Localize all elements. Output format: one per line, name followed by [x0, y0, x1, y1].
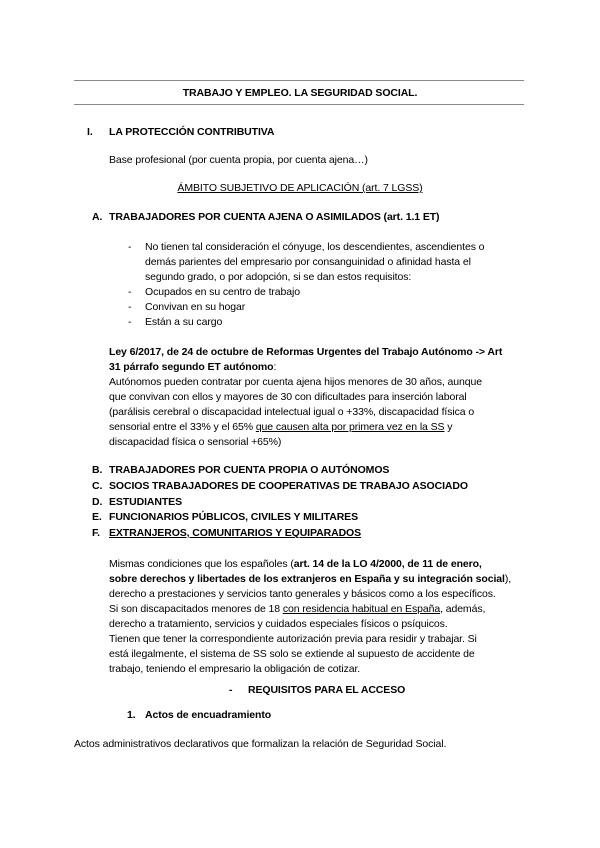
group-heading: EXTRANJEROS, COMUNITARIOS Y EQUIPARADOS	[109, 527, 362, 539]
extranjeros-text: , además,	[440, 603, 486, 615]
bullet-text: demás parientes del empresario por consanguinidad o afinidad hasta el	[145, 256, 471, 268]
ley-paragraph-line: (parálisis cerebral o discapacidad intelectual igual o +33%, discapacidad física o	[109, 406, 475, 418]
ley-paragraph-line: Autónomos pueden contratar por cuenta ajena hijos menores de 30 años, aunque	[109, 376, 483, 388]
extranjeros-line	[109, 602, 485, 617]
extranjeros-line	[109, 557, 482, 572]
extranjeros-line: derecho a tratamiento, servicios y cuidados especiales físicos o psíquicos.	[109, 618, 448, 630]
group-letter: F.	[92, 527, 100, 539]
ley-paragraph-line	[109, 420, 452, 435]
extranjeros-line: trabajo, teniendo el empresario la obligación de cotizar.	[109, 663, 361, 675]
ley-heading-line2	[109, 360, 276, 375]
final-paragraph: Actos administrativos declarativos que formalizan la relación de Seguridad Social.	[74, 738, 447, 750]
group-a-letter: A.	[92, 211, 103, 223]
group-letter: B.	[92, 464, 103, 476]
bullet-text: Convivan en su hogar	[145, 301, 246, 313]
requisitos-dash: -	[229, 684, 233, 696]
bullet-dash: -	[128, 301, 132, 313]
group-a-heading: TRABAJADORES POR CUENTA AJENA O ASIMILADOS (art. 1.1 ET)	[109, 211, 440, 223]
actos-number: 1.	[127, 709, 136, 721]
bullet-text: Están a su cargo	[145, 316, 223, 328]
requisitos-heading: REQUISITOS PARA EL ACCESO	[248, 684, 406, 696]
ley-underlined-text: que causen alta por primera vez en la SS	[255, 421, 445, 433]
base-profesional-text: Base profesional (por cuenta propia, por cuenta ajena…)	[109, 154, 368, 166]
bullet-dash: -	[128, 286, 132, 298]
extranjeros-line: derecho a prestaciones y servicios tanto generales y básicos como a los específicos.	[109, 588, 496, 600]
extranjeros-underlined-text: con residencia habitual en España	[282, 603, 441, 615]
section-number: I.	[87, 126, 93, 138]
bullet-text: No tienen tal consideración el cónyuge, los descendientes, ascendientes o	[145, 241, 485, 253]
extranjeros-line: está ilegalmente, el sistema de SS solo se extiende al supuesto de accidente de	[109, 648, 475, 660]
ley-colon: :	[273, 361, 277, 373]
ley-text: sensorial entre el 33% y el 65%	[109, 421, 256, 433]
group-heading: SOCIOS TRABAJADORES DE COOPERATIVAS DE TRABAJO ASOCIADO	[109, 480, 468, 492]
actos-heading: Actos de encuadramiento	[145, 709, 272, 721]
ley-text: y	[444, 421, 453, 433]
group-letter: C.	[92, 480, 103, 492]
bullet-dash: -	[128, 241, 132, 253]
title-rule	[74, 104, 524, 105]
bullet-text: segundo grado, o por adopción, si se dan estos requisitos:	[145, 271, 412, 283]
extranjeros-line: Tienen que tener la correspondiente autorización previa para residir y trabajar. Si	[109, 633, 477, 645]
group-heading: ESTUDIANTES	[109, 496, 182, 508]
group-heading: TRABAJADORES POR CUENTA PROPIA O AUTÓNOMOS	[109, 464, 390, 476]
ley-heading: Ley 6/2017, de 24 de octubre de Reformas Urgentes del Trabajo Autónomo -> Art	[109, 346, 503, 358]
ley-heading-text: 31 párrafo segundo ET autónomo	[109, 361, 274, 373]
ambito-heading: ÁMBITO SUBJETIVO DE APLICACIÓN (art. 7 LGSS)	[177, 182, 423, 194]
ley-paragraph-line: que convivan con ellos y mayores de 30 con dificultades para inserción laboral	[109, 391, 467, 403]
extranjeros-line	[109, 572, 511, 587]
section-heading: LA PROTECCIÓN CONTRIBUTIVA	[109, 126, 275, 138]
extranjeros-text: Si son discapacitados menores de 18	[109, 603, 283, 615]
extranjeros-text: Mismas condiciones que los españoles (	[109, 558, 294, 570]
page-title: TRABAJO Y EMPLEO. LA SEGURIDAD SOCIAL.	[182, 87, 418, 99]
group-letter: D.	[92, 496, 103, 508]
group-heading: FUNCIONARIOS PÚBLICOS, CIVILES Y MILITARES	[109, 511, 358, 523]
bullet-dash: -	[128, 316, 132, 328]
bullet-text: Ocupados en su centro de trabajo	[145, 286, 300, 298]
top-rule	[74, 80, 524, 81]
extranjeros-bold-text: sobre derechos y libertades de los extranjeros en España y su integración social	[109, 573, 505, 585]
ley-paragraph-line: discapacidad física o sensorial +65%)	[109, 436, 282, 448]
group-letter: E.	[92, 511, 102, 523]
extranjeros-bold-text: art. 14 de la LO 4/2000, de 11 de enero,	[293, 558, 482, 570]
extranjeros-text: ),	[504, 573, 512, 585]
